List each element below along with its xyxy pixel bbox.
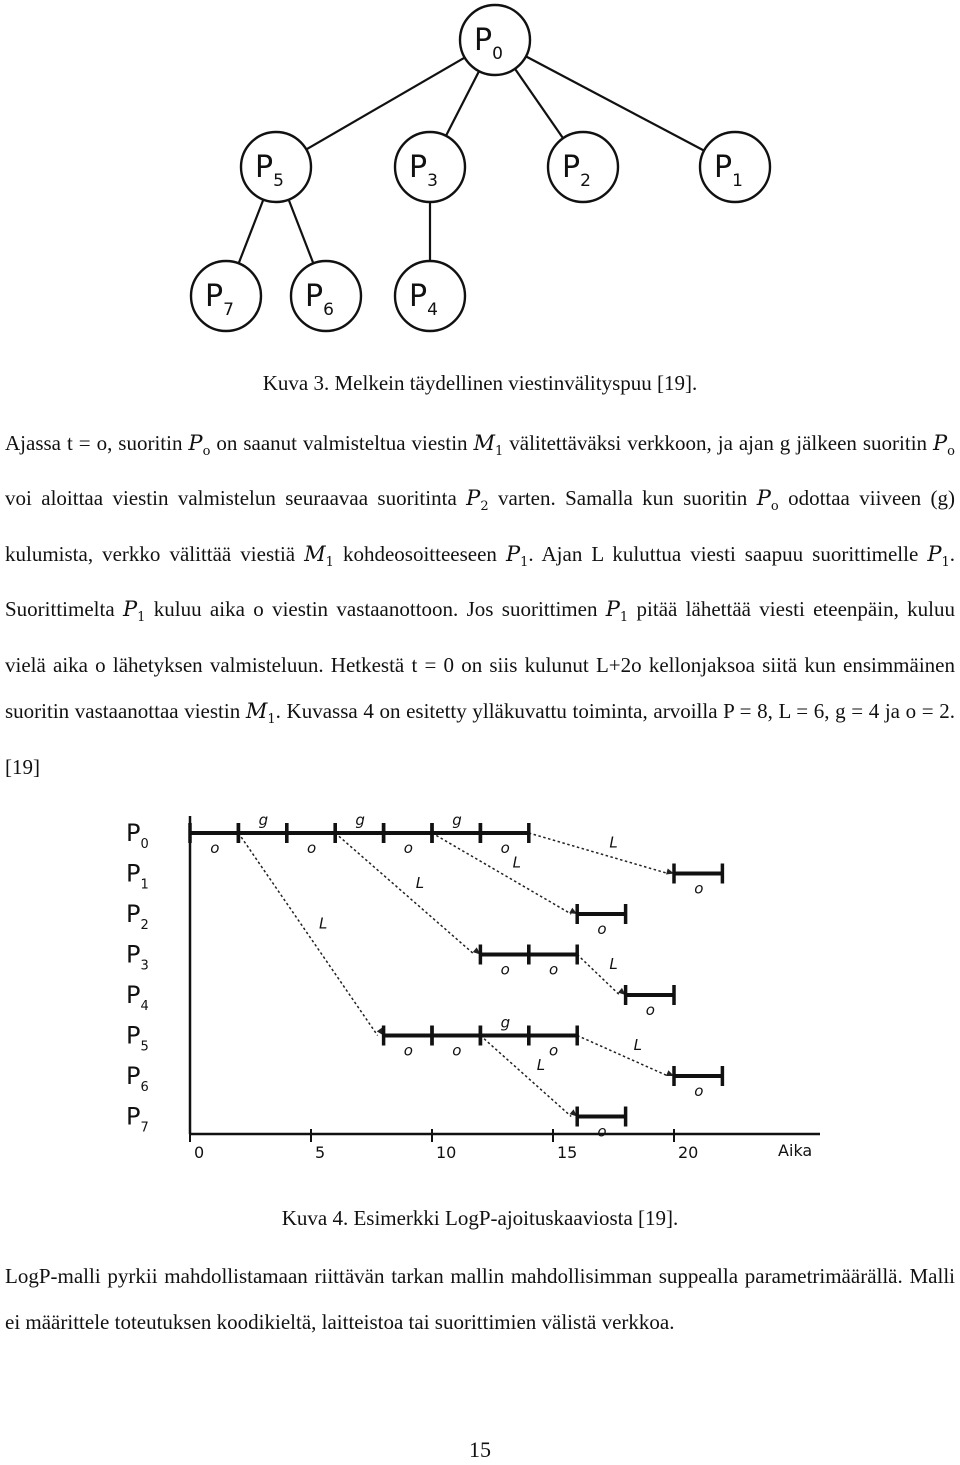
row-label-P1-index: 1 — [140, 877, 149, 893]
row-label-P4-index: 4 — [140, 999, 149, 1014]
message-label: L — [609, 954, 618, 973]
message-P5-P6 — [577, 1036, 668, 1077]
x-tick-label: 10 — [436, 1143, 457, 1162]
message-P0-P5 — [238, 833, 377, 1036]
row-label-P6-index: 6 — [140, 1080, 149, 1095]
segment-label: o — [500, 960, 510, 979]
tree-node-label-letter: P — [305, 279, 324, 314]
row-label-P0-letter: P — [126, 819, 141, 847]
segment-label: o — [694, 1082, 704, 1100]
x-tick-label: 20 — [678, 1143, 699, 1162]
tree-node — [395, 132, 465, 202]
row-label-P0 — [126, 819, 149, 852]
segment-label: o — [597, 920, 607, 938]
tree-node — [291, 261, 361, 331]
row-label-P3-index: 3 — [140, 958, 149, 974]
row-label-P2-letter: P — [126, 900, 141, 928]
segment-label: o — [403, 1041, 413, 1060]
logp-schedule-chart — [120, 808, 820, 1168]
segment-label: o — [307, 839, 317, 857]
x-axis-label: Aika — [778, 1141, 813, 1160]
tree-node-label-index: 3 — [427, 171, 438, 191]
message-label: L — [633, 1035, 642, 1054]
row-label-P7-index: 7 — [140, 1120, 149, 1136]
message-label: L — [319, 914, 328, 933]
row-label-P4-letter: P — [126, 981, 141, 1009]
tree-node-label-index: 0 — [492, 44, 503, 64]
row-label-P7 — [126, 1103, 149, 1136]
figure-4-caption: Kuva 4. Esimerkki LogP-ajoituskaaviosta [19]. — [281, 1206, 679, 1230]
x-tick-label: 15 — [557, 1143, 578, 1162]
message-label: L — [536, 1056, 546, 1074]
row-label-P1 — [126, 860, 149, 893]
tree-node-label-index: 1 — [732, 171, 743, 191]
segment-label: g — [500, 1013, 511, 1032]
segment-label: g — [355, 811, 365, 829]
row-label-P6-letter: P — [126, 1062, 141, 1090]
tree-node-label-index: 2 — [580, 171, 591, 191]
segment-label: g — [452, 811, 462, 829]
segment-label: o — [549, 1041, 559, 1060]
tree-node-label-index: 4 — [427, 300, 438, 320]
tree-node-label-letter: P — [205, 279, 224, 314]
message-label: L — [415, 873, 425, 892]
tree-node-label-letter: P — [474, 23, 493, 58]
segment-label: o — [452, 1041, 462, 1060]
row-label-P2-index: 2 — [140, 918, 149, 933]
tree-edge — [446, 71, 479, 136]
row-label-P3 — [126, 941, 149, 974]
message-label: L — [609, 833, 618, 852]
figure-3-caption: Kuva 3. Melkein täydellinen viestinvälityspuu [19]. — [262, 371, 698, 395]
tree-node-label-letter: P — [409, 279, 428, 314]
message-label: L — [512, 853, 521, 872]
tree-edge — [515, 69, 563, 138]
tree-node-label-index: 7 — [223, 300, 234, 320]
segment-label: o — [403, 839, 413, 857]
message-P0-P1 — [529, 833, 668, 874]
tree-node-label-letter: P — [562, 150, 581, 185]
x-tick-label: 0 — [194, 1143, 205, 1162]
segment-label: o — [694, 879, 704, 898]
segment-label: o — [500, 839, 510, 857]
tree-node-label-letter: P — [255, 150, 274, 185]
tree-node — [241, 132, 311, 202]
segment-label: o — [645, 1001, 655, 1019]
segment-label: g — [258, 811, 269, 829]
row-label-P0-index: 0 — [140, 837, 149, 852]
row-label-P1-letter: P — [126, 859, 141, 888]
tree-edge — [526, 56, 704, 150]
x-tick-label: 5 — [315, 1143, 326, 1162]
row-label-P5-index: 5 — [140, 1039, 149, 1055]
segment-label: o — [549, 960, 559, 979]
broadcast-tree-figure — [0, 0, 960, 360]
row-label-P2 — [126, 900, 149, 933]
row-label-P5 — [126, 1022, 149, 1055]
row-label-P3-letter: P — [126, 940, 141, 969]
tree-node — [395, 261, 465, 331]
segment-label: o — [597, 1122, 607, 1141]
paragraph-1: Ajassa t = o, suoritin $P_o$ on saanut valmisteltua viestin $M_1$ välitettäväksi verkkoon, ja ajan g jälkeen suoritin $P_o$ voi aloittaa viestin valmistelun seuraavaa suoritinta $P_2$ varten. Samalla kun suoritin $P_o$ odottaa viiveen (g) kulumista, verkko välittää viestiä $M_1$ kohdeosoitteeseen $P_1$. Ajan L kuluttua viesti saapuu suorittimelle $P_1$. Suorittimelta $P_1$ kuluu aika o viestin vastaanottoon. Jos suorittimen $P_1$ pitää lähettää viesti eteenpäin, kuluu vielä aika o lähetyksen valmisteluun. Hetkestä t = 0 on siis kulunut L+2o kellonjaksoa siitä kun ensimmäinen suoritin vastaanottaa viestin $M_1$. Kuvassa 4 on esitetty ylläkuvattu toiminta, arvoilla P = 8, L = 6, g = 4 ja o = 2. [19] — [5, 431, 956, 779]
tree-edge — [239, 200, 264, 264]
row-label-P6 — [126, 1062, 149, 1095]
tree-node — [460, 5, 530, 75]
row-label-P7-letter: P — [126, 1102, 141, 1131]
tree-node-label-index: 5 — [273, 171, 284, 191]
tree-node — [548, 132, 618, 202]
tree-node — [700, 132, 770, 202]
tree-node-label-index: 6 — [323, 300, 334, 320]
page-number: 15 — [469, 1437, 491, 1462]
tree-node-label-letter: P — [409, 150, 428, 185]
segment-label: o — [210, 839, 220, 857]
tree-node-label-letter: P — [714, 150, 733, 185]
row-label-P4 — [126, 981, 149, 1014]
tree-node — [191, 261, 261, 331]
paragraph-2: LogP-malli pyrkii mahdollistamaan riittävän tarkan mallin mahdollisimman suppealla parametrimäärällä. Malli ei määrittele toteutuksen koodikieltä, laitteistoa tai suorittimien välistä verkkoa. — [5, 1264, 955, 1334]
tree-edge — [289, 200, 314, 264]
row-label-P5-letter: P — [126, 1021, 141, 1050]
